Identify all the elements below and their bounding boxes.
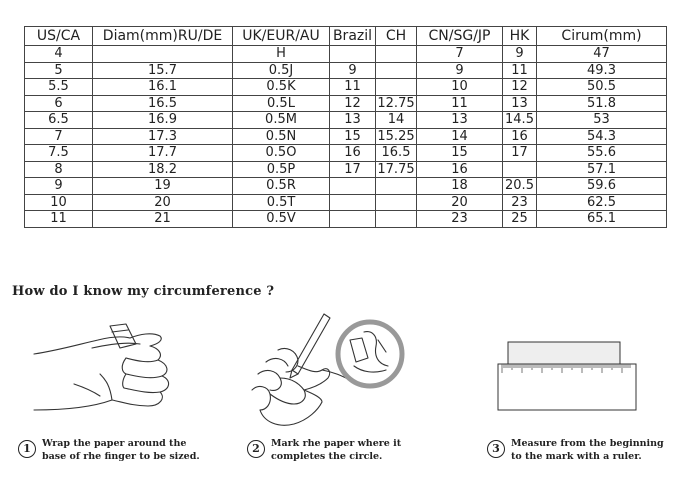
- table-cell: [330, 194, 376, 211]
- column-header: UK/EUR/AU: [233, 27, 330, 46]
- step-3: [487, 437, 664, 463]
- table-row: [25, 95, 667, 112]
- table-cell: 23: [417, 211, 503, 228]
- table-cell: H: [233, 46, 330, 63]
- table-cell: 19: [93, 178, 233, 195]
- table-cell: 5.5: [25, 79, 93, 96]
- column-header: HK: [503, 27, 537, 46]
- table-cell: [376, 79, 417, 96]
- table-cell: 49.3: [537, 62, 667, 79]
- table-cell: 5: [25, 62, 93, 79]
- table-row: [25, 79, 667, 96]
- table-cell: 0.5P: [233, 161, 330, 178]
- ring-size-table: [24, 26, 667, 228]
- table-cell: 0.5J: [233, 62, 330, 79]
- table-cell: [376, 211, 417, 228]
- table-cell: 21: [93, 211, 233, 228]
- step-1: [18, 437, 200, 463]
- ruler-measure-icon: [492, 330, 642, 426]
- table-cell: 20: [93, 194, 233, 211]
- table-cell: 20: [417, 194, 503, 211]
- table-row: [25, 178, 667, 195]
- table-cell: 18.2: [93, 161, 233, 178]
- table-header-row: [25, 27, 667, 46]
- table-cell: 11: [503, 62, 537, 79]
- table-cell: 51.8: [537, 95, 667, 112]
- step-instruction: Measure from the beginning to the mark with a ruler.: [511, 438, 664, 462]
- table-cell: 11: [330, 79, 376, 96]
- table-cell: 16.5: [93, 95, 233, 112]
- table-cell: 17.3: [93, 128, 233, 145]
- table-cell: 16: [417, 161, 503, 178]
- table-cell: 12: [330, 95, 376, 112]
- table-cell: 9: [25, 178, 93, 195]
- table-cell: 59.6: [537, 178, 667, 195]
- step-2: [247, 437, 401, 463]
- table-cell: 18: [417, 178, 503, 195]
- column-header: Diam(mm)RU/DE: [93, 27, 233, 46]
- table-cell: 9: [503, 46, 537, 63]
- table-cell: 17.7: [93, 145, 233, 162]
- table-cell: 15.7: [93, 62, 233, 79]
- table-cell: 7: [25, 128, 93, 145]
- table-cell: 47: [537, 46, 667, 63]
- table-row: [25, 194, 667, 211]
- column-header: CN/SG/JP: [417, 27, 503, 46]
- hand-mark-pen-icon: [238, 310, 414, 434]
- table-cell: 8: [25, 161, 93, 178]
- table-cell: 57.1: [537, 161, 667, 178]
- table-cell: 0.5L: [233, 95, 330, 112]
- table-cell: 9: [417, 62, 503, 79]
- table-row: [25, 62, 667, 79]
- table-cell: 9: [330, 62, 376, 79]
- table-cell: 16: [330, 145, 376, 162]
- table-cell: 13: [330, 112, 376, 129]
- table-cell: 17.75: [377, 161, 415, 177]
- table-cell: 0.5V: [233, 211, 330, 228]
- column-header: Cirum(mm): [537, 27, 667, 46]
- table-cell: 11: [25, 211, 93, 228]
- table-cell: [93, 46, 233, 63]
- table-cell: 65.1: [537, 211, 667, 228]
- table-cell: [376, 194, 417, 211]
- table-cell: 15: [417, 145, 503, 162]
- table-row: [25, 112, 667, 129]
- table-cell: 12.75: [377, 95, 415, 111]
- table-cell: 6: [25, 95, 93, 112]
- table-cell: 16.5: [376, 145, 417, 162]
- table-cell: 7.5: [25, 145, 93, 162]
- table-cell: 10: [25, 194, 93, 211]
- table-cell: 0.5O: [233, 145, 330, 162]
- table-cell: 62.5: [537, 194, 667, 211]
- table-cell: 14.5: [503, 112, 537, 129]
- table-cell: [503, 161, 537, 178]
- table-row: [25, 145, 667, 162]
- step-instruction: Wrap the paper around the base of rhe finger to be sized.: [42, 438, 200, 462]
- table-row: [25, 161, 667, 178]
- table-cell: 23: [503, 194, 537, 211]
- column-header: Brazil: [330, 27, 376, 46]
- step-number: 1: [18, 440, 36, 458]
- table-cell: [330, 46, 376, 63]
- step-number: 3: [487, 440, 505, 458]
- table-row: [25, 46, 667, 63]
- circumference-heading: How do I know my circumference ?: [12, 284, 275, 299]
- table-cell: [376, 178, 417, 195]
- table-cell: 4: [25, 46, 93, 63]
- table-cell: 16.9: [93, 112, 233, 129]
- table-cell: 17: [330, 161, 376, 178]
- table-cell: 16.1: [93, 79, 233, 96]
- table-cell: 13: [417, 112, 503, 129]
- table-cell: 6.5: [25, 112, 93, 129]
- table-cell: 11: [417, 95, 503, 112]
- table-cell: 20.5: [503, 178, 537, 195]
- table-cell: 25: [503, 211, 537, 228]
- table-cell: 14: [417, 128, 503, 145]
- table-cell: [376, 46, 417, 63]
- table-cell: 7: [417, 46, 503, 63]
- table-cell: 54.3: [537, 128, 667, 145]
- table-cell: 0.5R: [233, 178, 330, 195]
- table-cell: [330, 211, 376, 228]
- table-cell: 15: [330, 128, 376, 145]
- table-cell: 55.6: [537, 145, 667, 162]
- column-header: US/CA: [25, 27, 93, 46]
- table-cell: 14: [376, 112, 417, 129]
- table-cell: 10: [417, 79, 503, 96]
- table-cell: [330, 178, 376, 195]
- table-cell: 53: [537, 112, 667, 129]
- column-header: CH: [376, 27, 417, 46]
- table-cell: 17: [503, 145, 537, 162]
- table-cell: 16: [503, 128, 537, 145]
- table-cell: 0.5M: [233, 112, 330, 129]
- table-cell: 0.5T: [233, 194, 330, 211]
- table-cell: 0.5N: [233, 128, 330, 145]
- hand-wrap-paper-icon: [30, 314, 200, 434]
- table-cell: 0.5K: [233, 79, 330, 96]
- step-instruction: Mark rhe paper where it completes the circle.: [271, 438, 402, 462]
- table-cell: 50.5: [537, 79, 667, 96]
- step-number: 2: [247, 440, 265, 458]
- table-cell: [376, 62, 417, 79]
- table-cell: 13: [503, 95, 537, 112]
- table-cell: 15.25: [377, 128, 415, 144]
- table-row: [25, 211, 667, 228]
- table-row: [25, 128, 667, 145]
- table-cell: 12: [503, 79, 537, 96]
